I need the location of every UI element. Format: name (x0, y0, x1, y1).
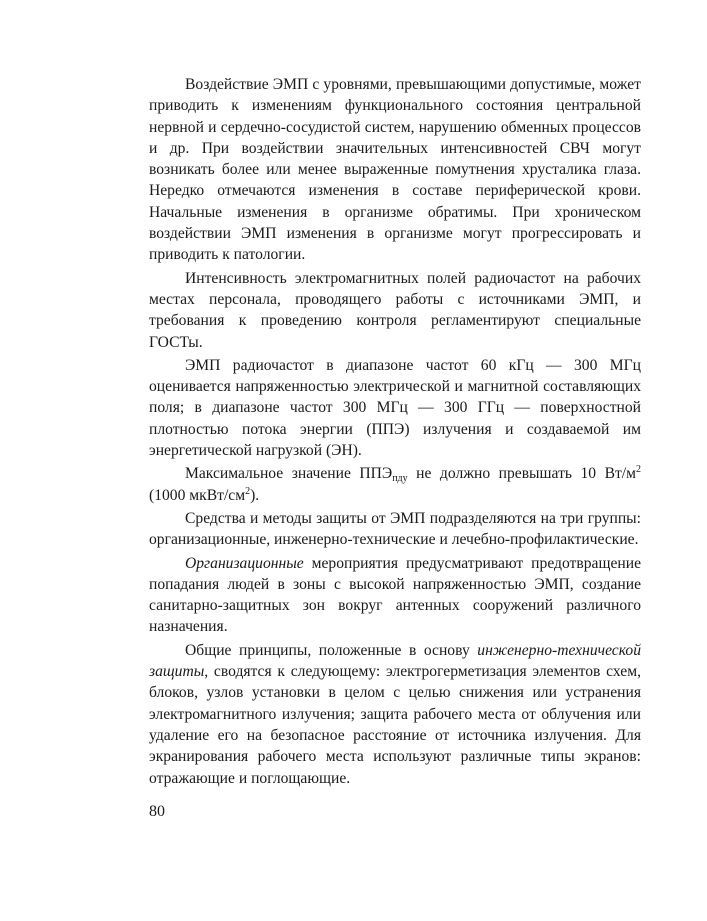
max-ppe-text-4: ). (250, 486, 260, 504)
engineering-text-1: Общие принципы, положенные в основу (185, 641, 478, 659)
max-ppe-text: Максимальное значение ППЭ (185, 465, 393, 483)
squared-superscript-2: 2 (245, 485, 251, 497)
paragraph-protection-groups: Средства и методы защиты от ЭМП подразделяются на три группы: организационные, инженерно-технические и лечебно-профилактические. (149, 509, 641, 549)
engineering-text-2: сводятся к следующему: электрогерметизация элементов схем, блоков, узлов установки в целом с целью снижения или устранения электромагнитного излучения; защита рабочего места от облучения или удаление его на безопасное расстояние от источника излучения. Для экранирования рабочего места используют различные типы экранов: отражающие и поглощающие. (149, 663, 641, 787)
paragraph-engineering (149, 640, 641, 789)
squared-superscript: 2 (636, 464, 641, 476)
page-number: 80 (149, 803, 165, 820)
engineering-term: инженерно-технической защиты, (149, 641, 641, 681)
paragraph-frequency-ranges: ЭМП радиочастот в диапазоне частот 60 кГц — 300 МГц оценивается напряженностью электрической и магнитной составляющих поля; в диапазоне частот 300 МГц — 300 ГГц — поверхностной плотностью потока энергии (ППЭ) излучения и создаваемой им энергетической нагрузкой (ЭН). (149, 356, 641, 460)
body-text (149, 74, 641, 789)
paragraph-organizational (149, 553, 641, 638)
ppe-subscript: пду (392, 473, 408, 485)
organizational-text: мероприятия предусматривают предотвращение попадания людей в зоны с высокой напряженностью ЭМП, создание санитарно-защитных зон вокруг антенных сооружений различного назначения. (149, 554, 641, 636)
paragraph-emf-effects: Воздействие ЭМП с уровнями, превышающими допустимые, может приводить к изменениям функционального состояния центральной нервной и сердечно-сосудистой систем, нарушению обменных процессов и др. При воздействии значительных интенсивностей СВЧ могут возникать более или менее выраженные помутнения хрусталика глаза. Нередко отмечаются изменения в составе периферической крови. Начальные изменения в организме обратимы. При хроническом воздействии ЭМП изменения в организме могут прогрессировать и приводить к патологии. (149, 76, 641, 264)
max-ppe-text-2: не должно превышать 10 Вт/м (407, 465, 636, 483)
paragraph-rf-intensity: Интенсивность электромагнитных полей радиочастот на рабочих местах персонала, проводящего работы с источниками ЭМП, и требования к проведению контроля регламентируют специальные ГОСТы. (149, 269, 641, 351)
paragraph-max-ppe (149, 463, 641, 506)
organizational-term: Организационные (185, 554, 304, 572)
max-ppe-text-3: (1000 мкВт/см (149, 486, 246, 504)
